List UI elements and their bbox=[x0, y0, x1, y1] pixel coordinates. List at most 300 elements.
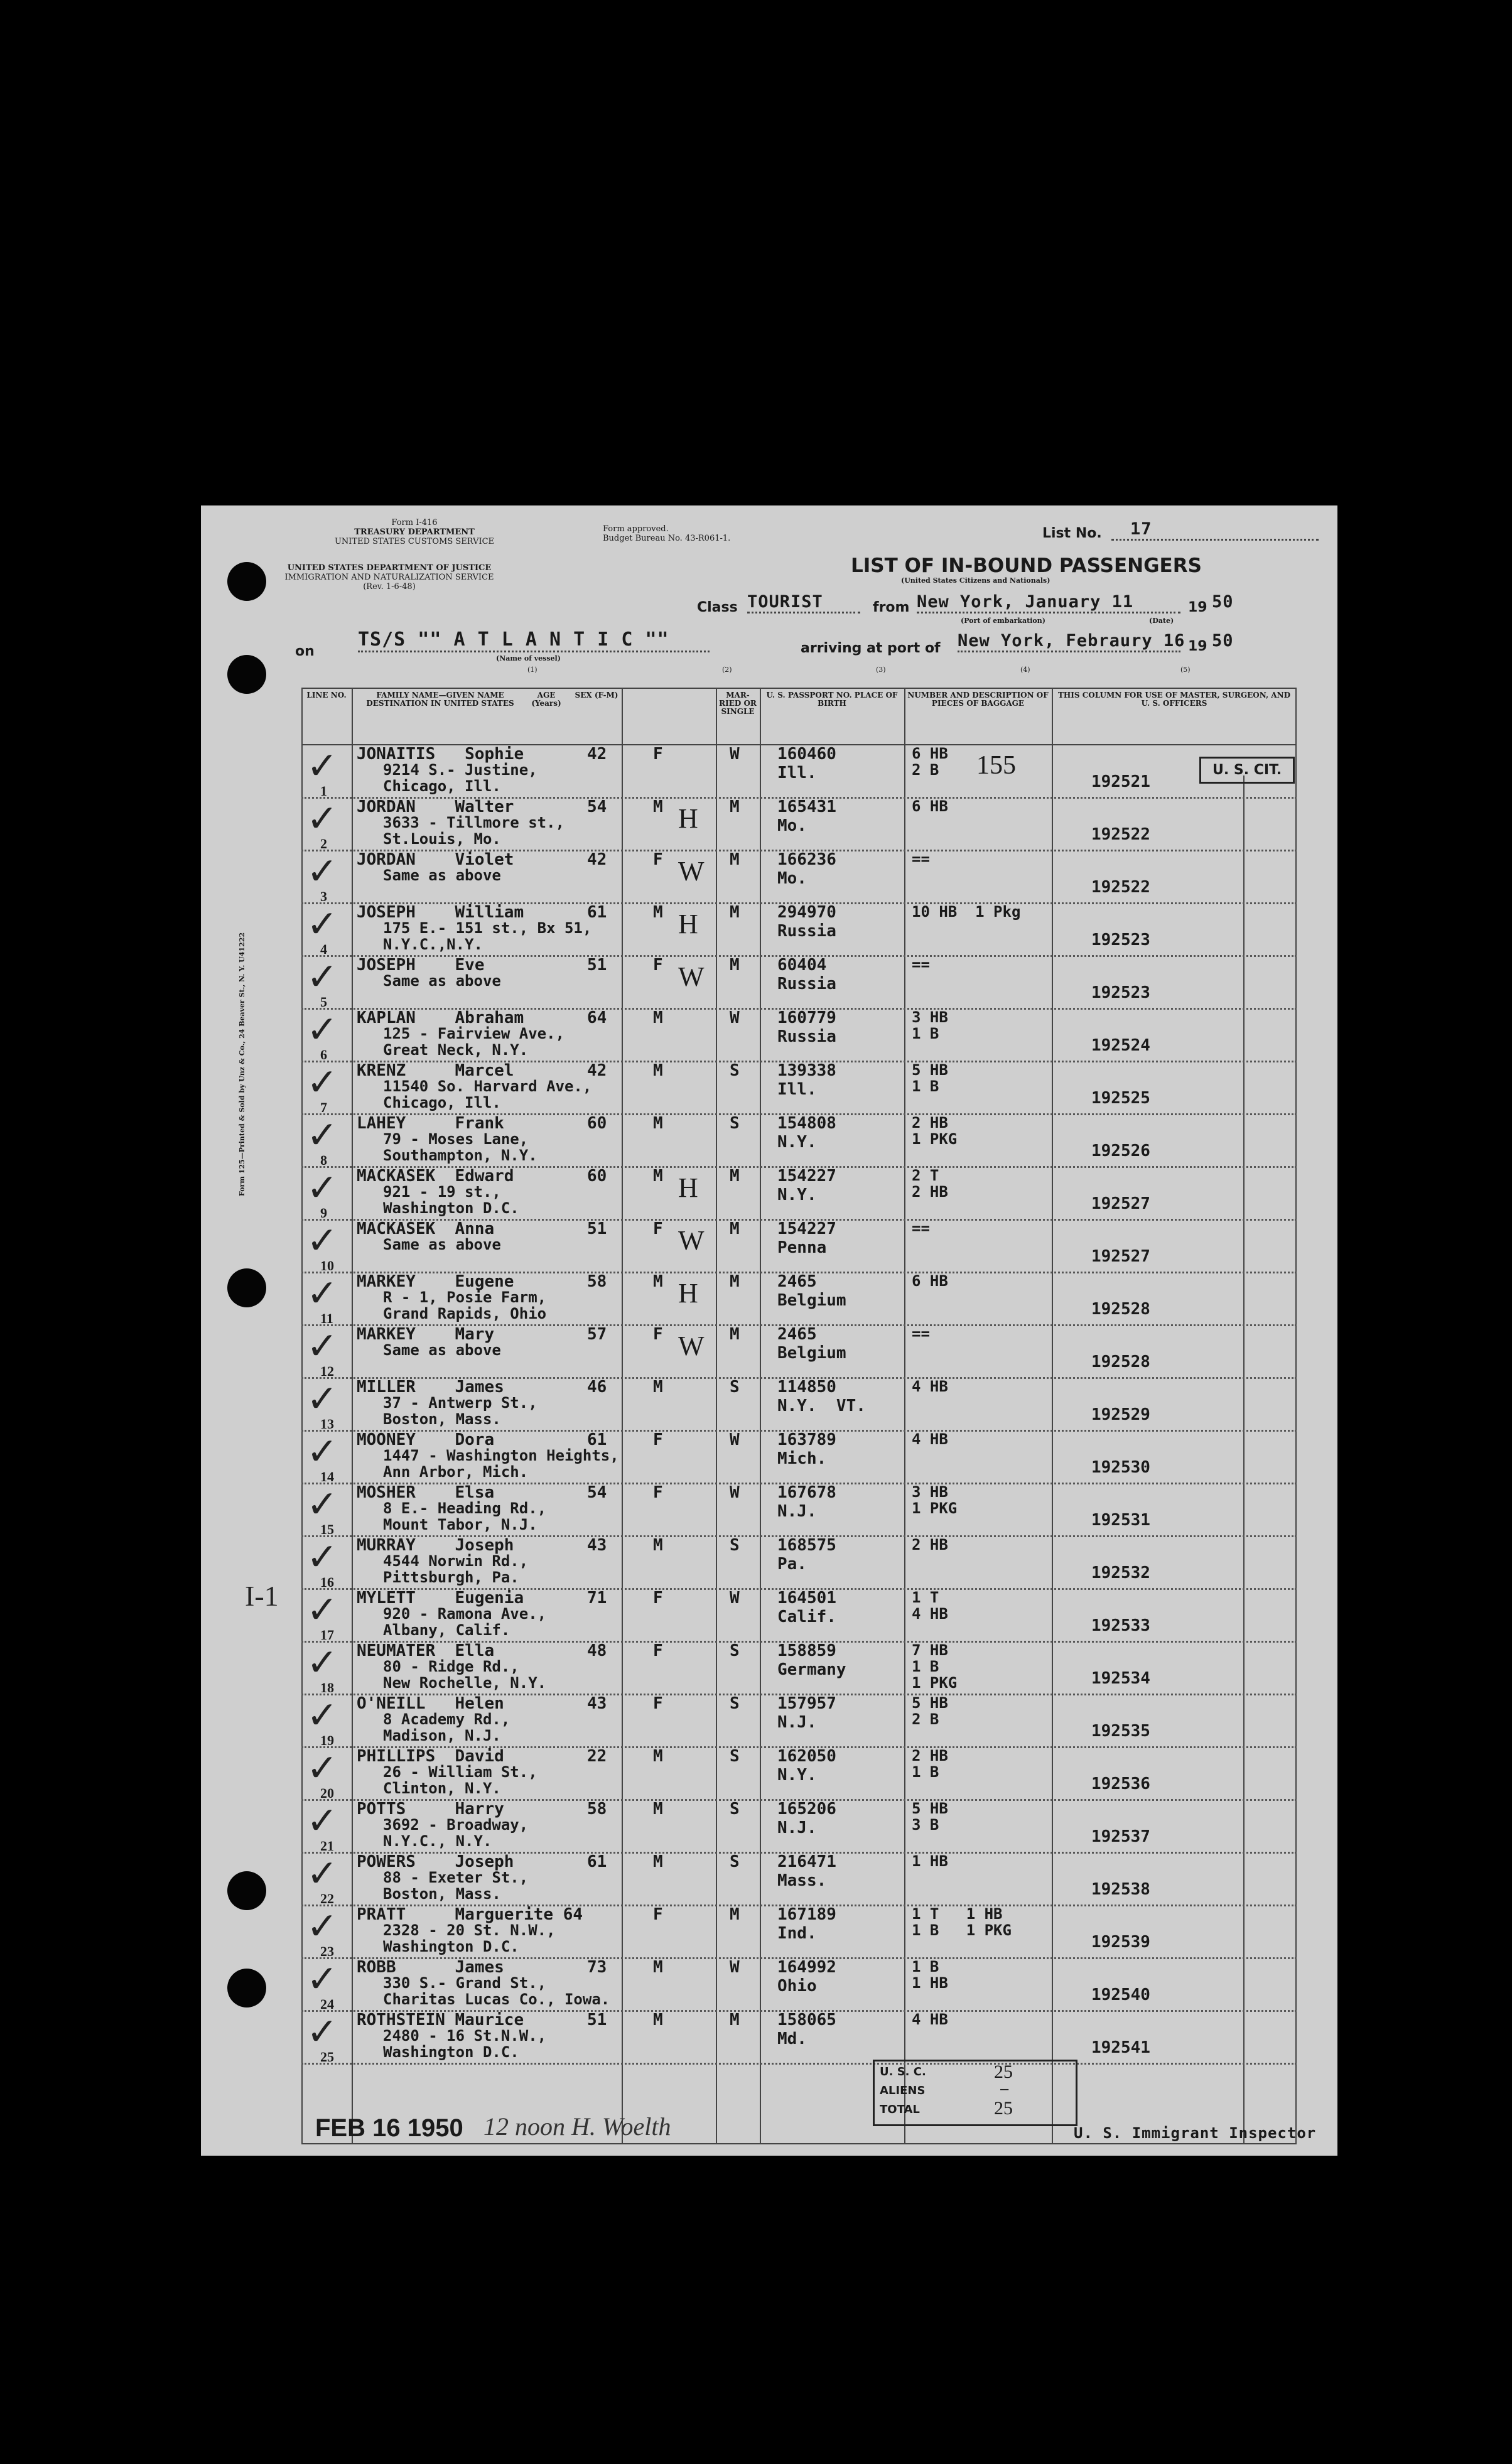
place-of-birth: N.Y. VT. bbox=[777, 1397, 866, 1415]
passenger-marital: M bbox=[730, 2011, 740, 2029]
officer-number: 192525 bbox=[1091, 1089, 1150, 1108]
passport-number: 164992 bbox=[777, 1958, 836, 1977]
passport-number: 165206 bbox=[777, 1800, 836, 1818]
total-label: TOTAL bbox=[880, 2103, 920, 2116]
baggage: 2 HB 1 PKG bbox=[912, 1114, 958, 1148]
baggage: 5 HB 2 B bbox=[912, 1694, 948, 1728]
passenger-address: 1447 - Washington Heights, Ann Arbor, Mich. bbox=[383, 1447, 619, 1481]
passenger-sex: M bbox=[653, 797, 663, 816]
passenger-sex: F bbox=[653, 850, 663, 869]
baggage: == bbox=[912, 956, 930, 973]
passport-number: 139338 bbox=[777, 1061, 836, 1080]
check-mark-icon: ✓ bbox=[306, 1484, 338, 1525]
passenger-age: 51 bbox=[587, 956, 607, 975]
budget-number: Budget Bureau No. 43-R061-1. bbox=[603, 534, 731, 543]
hand-mark: H bbox=[678, 909, 698, 939]
table-row bbox=[301, 1167, 1297, 1220]
col-header-sex: SEX (F-M) bbox=[575, 691, 618, 700]
passenger-age: 51 bbox=[587, 1219, 607, 1238]
table-row bbox=[301, 1748, 1297, 1800]
passenger-marital: S bbox=[730, 1641, 740, 1660]
passenger-age: 73 bbox=[587, 1958, 607, 1977]
passenger-marital: W bbox=[730, 1483, 740, 1502]
place-of-birth: N.J. bbox=[777, 1818, 817, 1837]
inspector-label: U. S. Immigrant Inspector bbox=[1074, 2124, 1317, 2142]
passenger-marital: S bbox=[730, 1747, 740, 1766]
aliens-value: — bbox=[1000, 2082, 1009, 2097]
list-no-value: 17 bbox=[1111, 519, 1319, 541]
baggage: 6 HB 2 B bbox=[912, 745, 948, 779]
table-row bbox=[301, 956, 1297, 1009]
passenger-sex: M bbox=[653, 1167, 663, 1186]
passport-number: 167678 bbox=[777, 1483, 836, 1502]
passenger-age: 61 bbox=[587, 1852, 607, 1871]
col-num-5: (5) bbox=[1180, 666, 1191, 674]
check-mark-icon: ✓ bbox=[306, 1115, 338, 1156]
place-of-birth: Mo. bbox=[777, 869, 807, 888]
form-approved: Form approved. bbox=[603, 524, 669, 534]
arriving-label: arriving at port of bbox=[801, 640, 941, 656]
officer-number: 192521 bbox=[1091, 772, 1150, 791]
table-row bbox=[301, 1062, 1297, 1115]
table-row bbox=[301, 1906, 1297, 1959]
passenger-marital: S bbox=[730, 1114, 740, 1133]
officer-number: 192535 bbox=[1091, 1722, 1150, 1741]
col-header-married: MAR-RIED OR SINGLE bbox=[719, 691, 757, 716]
table-row bbox=[301, 1695, 1297, 1748]
passenger-sex: F bbox=[653, 1430, 663, 1449]
check-mark-icon: ✓ bbox=[306, 904, 338, 945]
line-number: 25 bbox=[320, 2049, 334, 2065]
us-cit-stamp: U. S. CIT. bbox=[1199, 757, 1295, 784]
passenger-sex: F bbox=[653, 1589, 663, 1608]
place-of-birth: Mo. bbox=[777, 816, 807, 835]
passport-number: 158065 bbox=[777, 2011, 836, 2029]
passenger-name: JORDAN Walter bbox=[357, 797, 514, 816]
passenger-name: MYLETT Eugenia bbox=[357, 1589, 524, 1608]
baggage: 4 HB bbox=[912, 1378, 948, 1395]
col-header-passport: U. S. PASSPORT NO. PLACE OF BIRTH bbox=[766, 691, 898, 708]
baggage: 1 T 1 HB 1 B 1 PKG bbox=[912, 1905, 1012, 1939]
line-number: 3 bbox=[320, 889, 327, 904]
margin-mark: I-1 bbox=[245, 1580, 279, 1612]
passenger-address: 3633 - Tillmore st., St.Louis, Mo. bbox=[383, 814, 564, 848]
passenger-age: 22 bbox=[587, 1747, 607, 1766]
justice-block bbox=[239, 563, 540, 592]
table-row bbox=[301, 1378, 1297, 1431]
line-number: 10 bbox=[320, 1258, 334, 1273]
passenger-name: MILLER James bbox=[357, 1378, 504, 1397]
check-mark-icon: ✓ bbox=[306, 1062, 338, 1103]
hand-mark: H bbox=[678, 1172, 698, 1203]
officer-number: 192533 bbox=[1091, 1616, 1150, 1635]
passenger-sex: M bbox=[653, 903, 663, 922]
punch-hole bbox=[227, 1969, 266, 2007]
officer-number: 192539 bbox=[1091, 1933, 1150, 1952]
place-of-birth: Ohio bbox=[777, 1977, 817, 1996]
passenger-name: LAHEY Frank bbox=[357, 1114, 504, 1133]
passenger-age: 43 bbox=[587, 1694, 607, 1713]
baggage: 2 HB 1 B bbox=[912, 1747, 948, 1781]
passenger-marital: M bbox=[730, 797, 740, 816]
passenger-address: Same as above bbox=[383, 1341, 501, 1359]
line-number: 17 bbox=[320, 1627, 334, 1643]
passenger-age: 42 bbox=[587, 850, 607, 869]
table-row bbox=[301, 1959, 1297, 2011]
passenger-name: JORDAN Violet bbox=[357, 850, 514, 869]
line-number: 24 bbox=[320, 1996, 334, 2012]
baggage: 5 HB 3 B bbox=[912, 1800, 948, 1834]
check-mark-icon: ✓ bbox=[306, 745, 338, 787]
justice-label: UNITED STATES DEPARTMENT OF JUSTICE bbox=[287, 563, 492, 573]
arriving-value: New York, Febraury 16 bbox=[958, 631, 1180, 652]
passenger-name: MOONEY Dora bbox=[357, 1430, 495, 1449]
passport-number: 166236 bbox=[777, 850, 836, 869]
passport-number: 60404 bbox=[777, 956, 827, 975]
table-row bbox=[301, 1220, 1297, 1273]
table-row bbox=[301, 798, 1297, 851]
passenger-sex: M bbox=[653, 1272, 663, 1291]
table-row bbox=[301, 1589, 1297, 1642]
passenger-marital: W bbox=[730, 745, 740, 764]
manifest-page bbox=[201, 505, 1337, 2156]
passport-number: 2465 bbox=[777, 1325, 817, 1344]
passenger-age: 64 bbox=[587, 1008, 607, 1027]
col-num-3: (3) bbox=[876, 666, 886, 674]
place-of-birth: N.Y. bbox=[777, 1186, 817, 1204]
check-mark-icon: ✓ bbox=[306, 1273, 338, 1314]
place-of-birth: Germany bbox=[777, 1660, 846, 1679]
hand-mark: W bbox=[678, 1331, 705, 1361]
baggage: 3 HB 1 PKG bbox=[912, 1483, 958, 1517]
line-number: 14 bbox=[320, 1469, 334, 1484]
table-row bbox=[301, 1326, 1297, 1378]
officer-number: 192540 bbox=[1091, 1986, 1150, 2004]
passenger-marital: M bbox=[730, 1219, 740, 1238]
list-no-label: List No. bbox=[1042, 526, 1102, 541]
table-row bbox=[301, 851, 1297, 904]
usc-value: 25 bbox=[994, 2061, 1013, 2082]
passenger-address: 8 Academy Rd., Madison, N.J. bbox=[383, 1710, 510, 1744]
check-mark-icon: ✓ bbox=[306, 1326, 338, 1367]
passenger-sex: F bbox=[653, 1905, 663, 1924]
officer-number: 192538 bbox=[1091, 1880, 1150, 1899]
passenger-marital: S bbox=[730, 1061, 740, 1080]
place-of-birth: Ill. bbox=[777, 764, 817, 782]
place-of-birth: Belgium bbox=[777, 1344, 846, 1363]
passport-number: 167189 bbox=[777, 1905, 836, 1924]
officer-number: 192524 bbox=[1091, 1036, 1150, 1055]
check-mark-icon: ✓ bbox=[306, 1537, 338, 1578]
passenger-age: 43 bbox=[587, 1536, 607, 1555]
aliens-label: ALIENS bbox=[880, 2084, 926, 2097]
line-number: 15 bbox=[320, 1521, 334, 1537]
handwritten-signature: 12 noon H. Woelth bbox=[483, 2112, 671, 2141]
officer-number: 192523 bbox=[1091, 931, 1150, 949]
form-subtitle: (United States Citizens and Nationals) bbox=[901, 576, 1050, 585]
passenger-sex: F bbox=[653, 1641, 663, 1660]
baggage: 1 T 4 HB bbox=[912, 1589, 948, 1623]
baggage: 1 HB bbox=[912, 1852, 948, 1870]
passenger-age: 46 bbox=[587, 1378, 607, 1397]
passenger-age: 58 bbox=[587, 1272, 607, 1291]
check-mark-icon: ✓ bbox=[306, 1220, 338, 1262]
col-header-officers: THIS COLUMN FOR USE OF MASTER, SURGEON, AND U. S. OFFICERS bbox=[1058, 691, 1290, 708]
line-number: 1 bbox=[320, 783, 327, 799]
col-num-2: (2) bbox=[722, 666, 732, 674]
passenger-age: 71 bbox=[587, 1589, 607, 1608]
table-row bbox=[301, 1537, 1297, 1589]
place-of-birth: N.Y. bbox=[777, 1766, 817, 1785]
year-prefix-1: 19 bbox=[1188, 600, 1207, 615]
check-mark-icon: ✓ bbox=[306, 1906, 338, 1947]
line-number: 12 bbox=[320, 1363, 334, 1379]
passport-number: 157957 bbox=[777, 1694, 836, 1713]
passenger-address: 2480 - 16 St.N.W., Washington D.C. bbox=[383, 2027, 547, 2061]
baggage: == bbox=[912, 1325, 930, 1343]
punch-hole bbox=[227, 1871, 266, 1910]
officer-number: 192541 bbox=[1091, 2038, 1150, 2057]
customs-label: UNITED STATES CUSTOMS SERVICE bbox=[334, 537, 495, 546]
place-of-birth: Russia bbox=[777, 975, 836, 993]
tally-box bbox=[873, 2060, 1077, 2126]
place-of-birth: Mich. bbox=[777, 1449, 827, 1468]
line-number: 9 bbox=[320, 1205, 327, 1221]
passenger-address: 88 - Exeter St., Boston, Mass. bbox=[383, 1869, 529, 1903]
place-of-birth: Md. bbox=[777, 2029, 807, 2048]
date-caption: (Date) bbox=[1149, 617, 1174, 625]
year-prefix-2: 19 bbox=[1188, 639, 1207, 654]
passenger-address: 175 E.- 151 st., Bx 51, N.Y.C.,N.Y. bbox=[383, 919, 592, 953]
from-value: New York, January 11 bbox=[917, 592, 1180, 613]
year-2: 50 bbox=[1212, 631, 1234, 651]
col-num-1: (1) bbox=[527, 666, 537, 674]
passenger-sex: F bbox=[653, 1325, 663, 1344]
handwritten-155: 155 bbox=[976, 751, 1016, 780]
passenger-address: Same as above bbox=[383, 972, 501, 990]
col-header-baggage: NUMBER AND DESCRIPTION OF PIECES OF BAGGAGE bbox=[907, 691, 1049, 708]
officer-number: 192527 bbox=[1091, 1194, 1150, 1213]
check-mark-icon: ✓ bbox=[306, 1431, 338, 1472]
passport-number: 162050 bbox=[777, 1747, 836, 1766]
passport-number: 154808 bbox=[777, 1114, 836, 1133]
officer-number: 192530 bbox=[1091, 1458, 1150, 1477]
table-row bbox=[301, 1273, 1297, 1326]
printer-note: Form 125—Printed & Sold by Unz & Co., 24 Beaver St., N. Y. U41222 bbox=[238, 932, 246, 1196]
place-of-birth: Ind. bbox=[777, 1924, 817, 1943]
table-row bbox=[301, 1484, 1297, 1537]
officer-number: 192529 bbox=[1091, 1405, 1150, 1424]
col-header-name: FAMILY NAME—GIVEN NAME DESTINATION IN UNITED STATES bbox=[366, 691, 514, 708]
place-of-birth: Russia bbox=[777, 922, 836, 941]
passenger-marital: S bbox=[730, 1536, 740, 1555]
place-of-birth: Belgium bbox=[777, 1291, 846, 1310]
vessel-caption: (Name of vessel) bbox=[496, 654, 561, 662]
check-mark-icon: ✓ bbox=[306, 1800, 338, 1842]
passport-number: 216471 bbox=[777, 1852, 836, 1871]
passport-number: 160460 bbox=[777, 745, 836, 764]
baggage: 7 HB 1 B 1 PKG bbox=[912, 1641, 958, 1692]
from-label: from bbox=[873, 600, 910, 615]
baggage: 6 HB bbox=[912, 1272, 948, 1290]
passenger-marital: S bbox=[730, 1852, 740, 1871]
passenger-table bbox=[301, 688, 1297, 2144]
passenger-name: ROBB James bbox=[357, 1958, 504, 1977]
passenger-sex: M bbox=[653, 1114, 663, 1133]
passenger-address: 3692 - Broadway, N.Y.C., N.Y. bbox=[383, 1816, 529, 1850]
port-embark-caption: (Port of embarkation) bbox=[961, 617, 1045, 625]
passenger-address: Same as above bbox=[383, 867, 501, 884]
hand-mark: W bbox=[678, 856, 705, 887]
check-mark-icon: ✓ bbox=[306, 1853, 338, 1894]
passenger-address: 80 - Ridge Rd., New Rochelle, N.Y. bbox=[383, 1658, 547, 1692]
on-label: on bbox=[295, 644, 315, 659]
passenger-name: JOSEPH William bbox=[357, 903, 524, 922]
passenger-sex: F bbox=[653, 1219, 663, 1238]
officer-number: 192522 bbox=[1091, 825, 1150, 844]
line-number: 6 bbox=[320, 1047, 327, 1062]
row-divider bbox=[301, 2063, 1297, 2065]
passenger-name: KRENZ Marcel bbox=[357, 1061, 514, 1080]
passenger-marital: M bbox=[730, 1905, 740, 1924]
passenger-name: O'NEILL Helen bbox=[357, 1694, 504, 1713]
officer-number: 192527 bbox=[1091, 1247, 1150, 1266]
table-row bbox=[301, 745, 1297, 798]
line-number: 13 bbox=[320, 1416, 334, 1432]
passenger-sex: F bbox=[653, 745, 663, 764]
place-of-birth: Penna bbox=[777, 1238, 827, 1257]
ins-label: IMMIGRATION AND NATURALIZATION SERVICE bbox=[284, 573, 494, 582]
passenger-age: 54 bbox=[587, 797, 607, 816]
passenger-name: KAPLAN Abraham bbox=[357, 1008, 524, 1027]
passenger-marital: W bbox=[730, 1958, 740, 1977]
officer-number: 192522 bbox=[1091, 878, 1150, 897]
passenger-age: 42 bbox=[587, 1061, 607, 1080]
line-number: 20 bbox=[320, 1785, 334, 1801]
baggage: 4 HB bbox=[912, 2011, 948, 2028]
baggage: == bbox=[912, 1219, 930, 1237]
passenger-name: MACKASEK Anna bbox=[357, 1219, 495, 1238]
passenger-name: MARKEY Mary bbox=[357, 1325, 495, 1344]
passenger-marital: M bbox=[730, 956, 740, 975]
line-number: 4 bbox=[320, 941, 327, 957]
usc-label: U. S. C. bbox=[880, 2065, 926, 2078]
passenger-address: 26 - William St., Clinton, N.Y. bbox=[383, 1763, 537, 1797]
place-of-birth: N.Y. bbox=[777, 1133, 817, 1152]
form-number: Form I-416 bbox=[391, 518, 438, 527]
passenger-age: 61 bbox=[587, 903, 607, 922]
table-row bbox=[301, 1800, 1297, 1853]
place-of-birth: Ill. bbox=[777, 1080, 817, 1099]
col-num-4: (4) bbox=[1020, 666, 1030, 674]
passenger-address: 79 - Moses Lane, Southampton, N.Y. bbox=[383, 1130, 537, 1164]
officer-number: 192536 bbox=[1091, 1775, 1150, 1793]
passenger-marital: W bbox=[730, 1589, 740, 1608]
passenger-sex: M bbox=[653, 1800, 663, 1818]
line-number: 5 bbox=[320, 994, 327, 1010]
year-1: 50 bbox=[1212, 592, 1234, 612]
col-header-age: AGE (Years) bbox=[531, 691, 561, 708]
passenger-address: 37 - Antwerp St., Boston, Mass. bbox=[383, 1394, 537, 1428]
check-mark-icon: ✓ bbox=[306, 1695, 338, 1736]
treasury-label: TREASURY DEPARTMENT bbox=[354, 527, 475, 537]
line-number: 23 bbox=[320, 1943, 334, 1959]
passenger-address: 2328 - 20 St. N.W., Washington D.C. bbox=[383, 1921, 556, 1955]
passenger-age: 51 bbox=[587, 2011, 607, 2029]
passport-number: 294970 bbox=[777, 903, 836, 922]
passport-number: 158859 bbox=[777, 1641, 836, 1660]
officer-number: 192528 bbox=[1091, 1353, 1150, 1371]
passenger-age: 42 bbox=[587, 745, 607, 764]
passenger-name: ROTHSTEIN Maurice bbox=[357, 2011, 524, 2029]
passenger-address: 9214 S.- Justine, Chicago, Ill. bbox=[383, 761, 537, 795]
check-mark-icon: ✓ bbox=[306, 1959, 338, 2000]
passport-number: 154227 bbox=[777, 1219, 836, 1238]
hand-mark: H bbox=[678, 1278, 698, 1309]
line-number: 2 bbox=[320, 836, 327, 851]
passenger-name: MURRAY Joseph bbox=[357, 1536, 514, 1555]
passenger-name: NEUMATER Ella bbox=[357, 1641, 495, 1660]
passenger-sex: F bbox=[653, 1483, 663, 1502]
table-row bbox=[301, 1115, 1297, 1167]
passenger-address: Same as above bbox=[383, 1236, 501, 1253]
officer-number: 192531 bbox=[1091, 1511, 1150, 1530]
passenger-marital: M bbox=[730, 1167, 740, 1186]
baggage: 6 HB bbox=[912, 797, 948, 815]
punch-hole bbox=[227, 655, 266, 694]
passenger-age: 57 bbox=[587, 1325, 607, 1344]
officer-number: 192532 bbox=[1091, 1564, 1150, 1582]
approval-block bbox=[603, 524, 730, 543]
passenger-address: 920 - Ramona Ave., Albany, Calif. bbox=[383, 1605, 547, 1639]
passenger-name: POTTS Harry bbox=[357, 1800, 504, 1818]
check-mark-icon: ✓ bbox=[306, 2011, 338, 2053]
passenger-marital: W bbox=[730, 1430, 740, 1449]
passenger-marital: S bbox=[730, 1694, 740, 1713]
passenger-sex: M bbox=[653, 1536, 663, 1555]
passenger-age: 60 bbox=[587, 1114, 607, 1133]
passenger-address: 11540 So. Harvard Ave., Chicago, Ill. bbox=[383, 1078, 592, 1111]
officer-number: 192534 bbox=[1091, 1669, 1150, 1688]
col-header-line: LINE NO. bbox=[306, 691, 347, 700]
passenger-marital: M bbox=[730, 850, 740, 869]
passenger-name: PHILLIPS David bbox=[357, 1747, 504, 1766]
passenger-sex: F bbox=[653, 956, 663, 975]
check-mark-icon: ✓ bbox=[306, 1589, 338, 1631]
passenger-name: PRATT Marguerite 64 bbox=[357, 1905, 583, 1924]
baggage: 10 HB 1 Pkg bbox=[912, 903, 1021, 921]
passenger-address: 8 E.- Heading Rd., Mount Tabor, N.J. bbox=[383, 1499, 547, 1533]
officer-number: 192523 bbox=[1091, 983, 1150, 1002]
place-of-birth: N.J. bbox=[777, 1502, 817, 1521]
passenger-marital: W bbox=[730, 1008, 740, 1027]
passport-number: 160779 bbox=[777, 1008, 836, 1027]
passenger-marital: M bbox=[730, 903, 740, 922]
table-row bbox=[301, 1431, 1297, 1484]
passenger-age: 48 bbox=[587, 1641, 607, 1660]
passenger-sex: F bbox=[653, 1694, 663, 1713]
passenger-sex: M bbox=[653, 1008, 663, 1027]
table-row bbox=[301, 1642, 1297, 1695]
baggage: 4 HB bbox=[912, 1430, 948, 1448]
check-mark-icon: ✓ bbox=[306, 1167, 338, 1209]
baggage: 2 T 2 HB bbox=[912, 1167, 948, 1201]
check-mark-icon: ✓ bbox=[306, 798, 338, 840]
passenger-age: 60 bbox=[587, 1167, 607, 1186]
passenger-address: 330 S.- Grand St., Charitas Lucas Co., Iowa. bbox=[383, 1974, 610, 2008]
table-row bbox=[301, 1853, 1297, 1906]
passenger-name: MOSHER Elsa bbox=[357, 1483, 495, 1502]
